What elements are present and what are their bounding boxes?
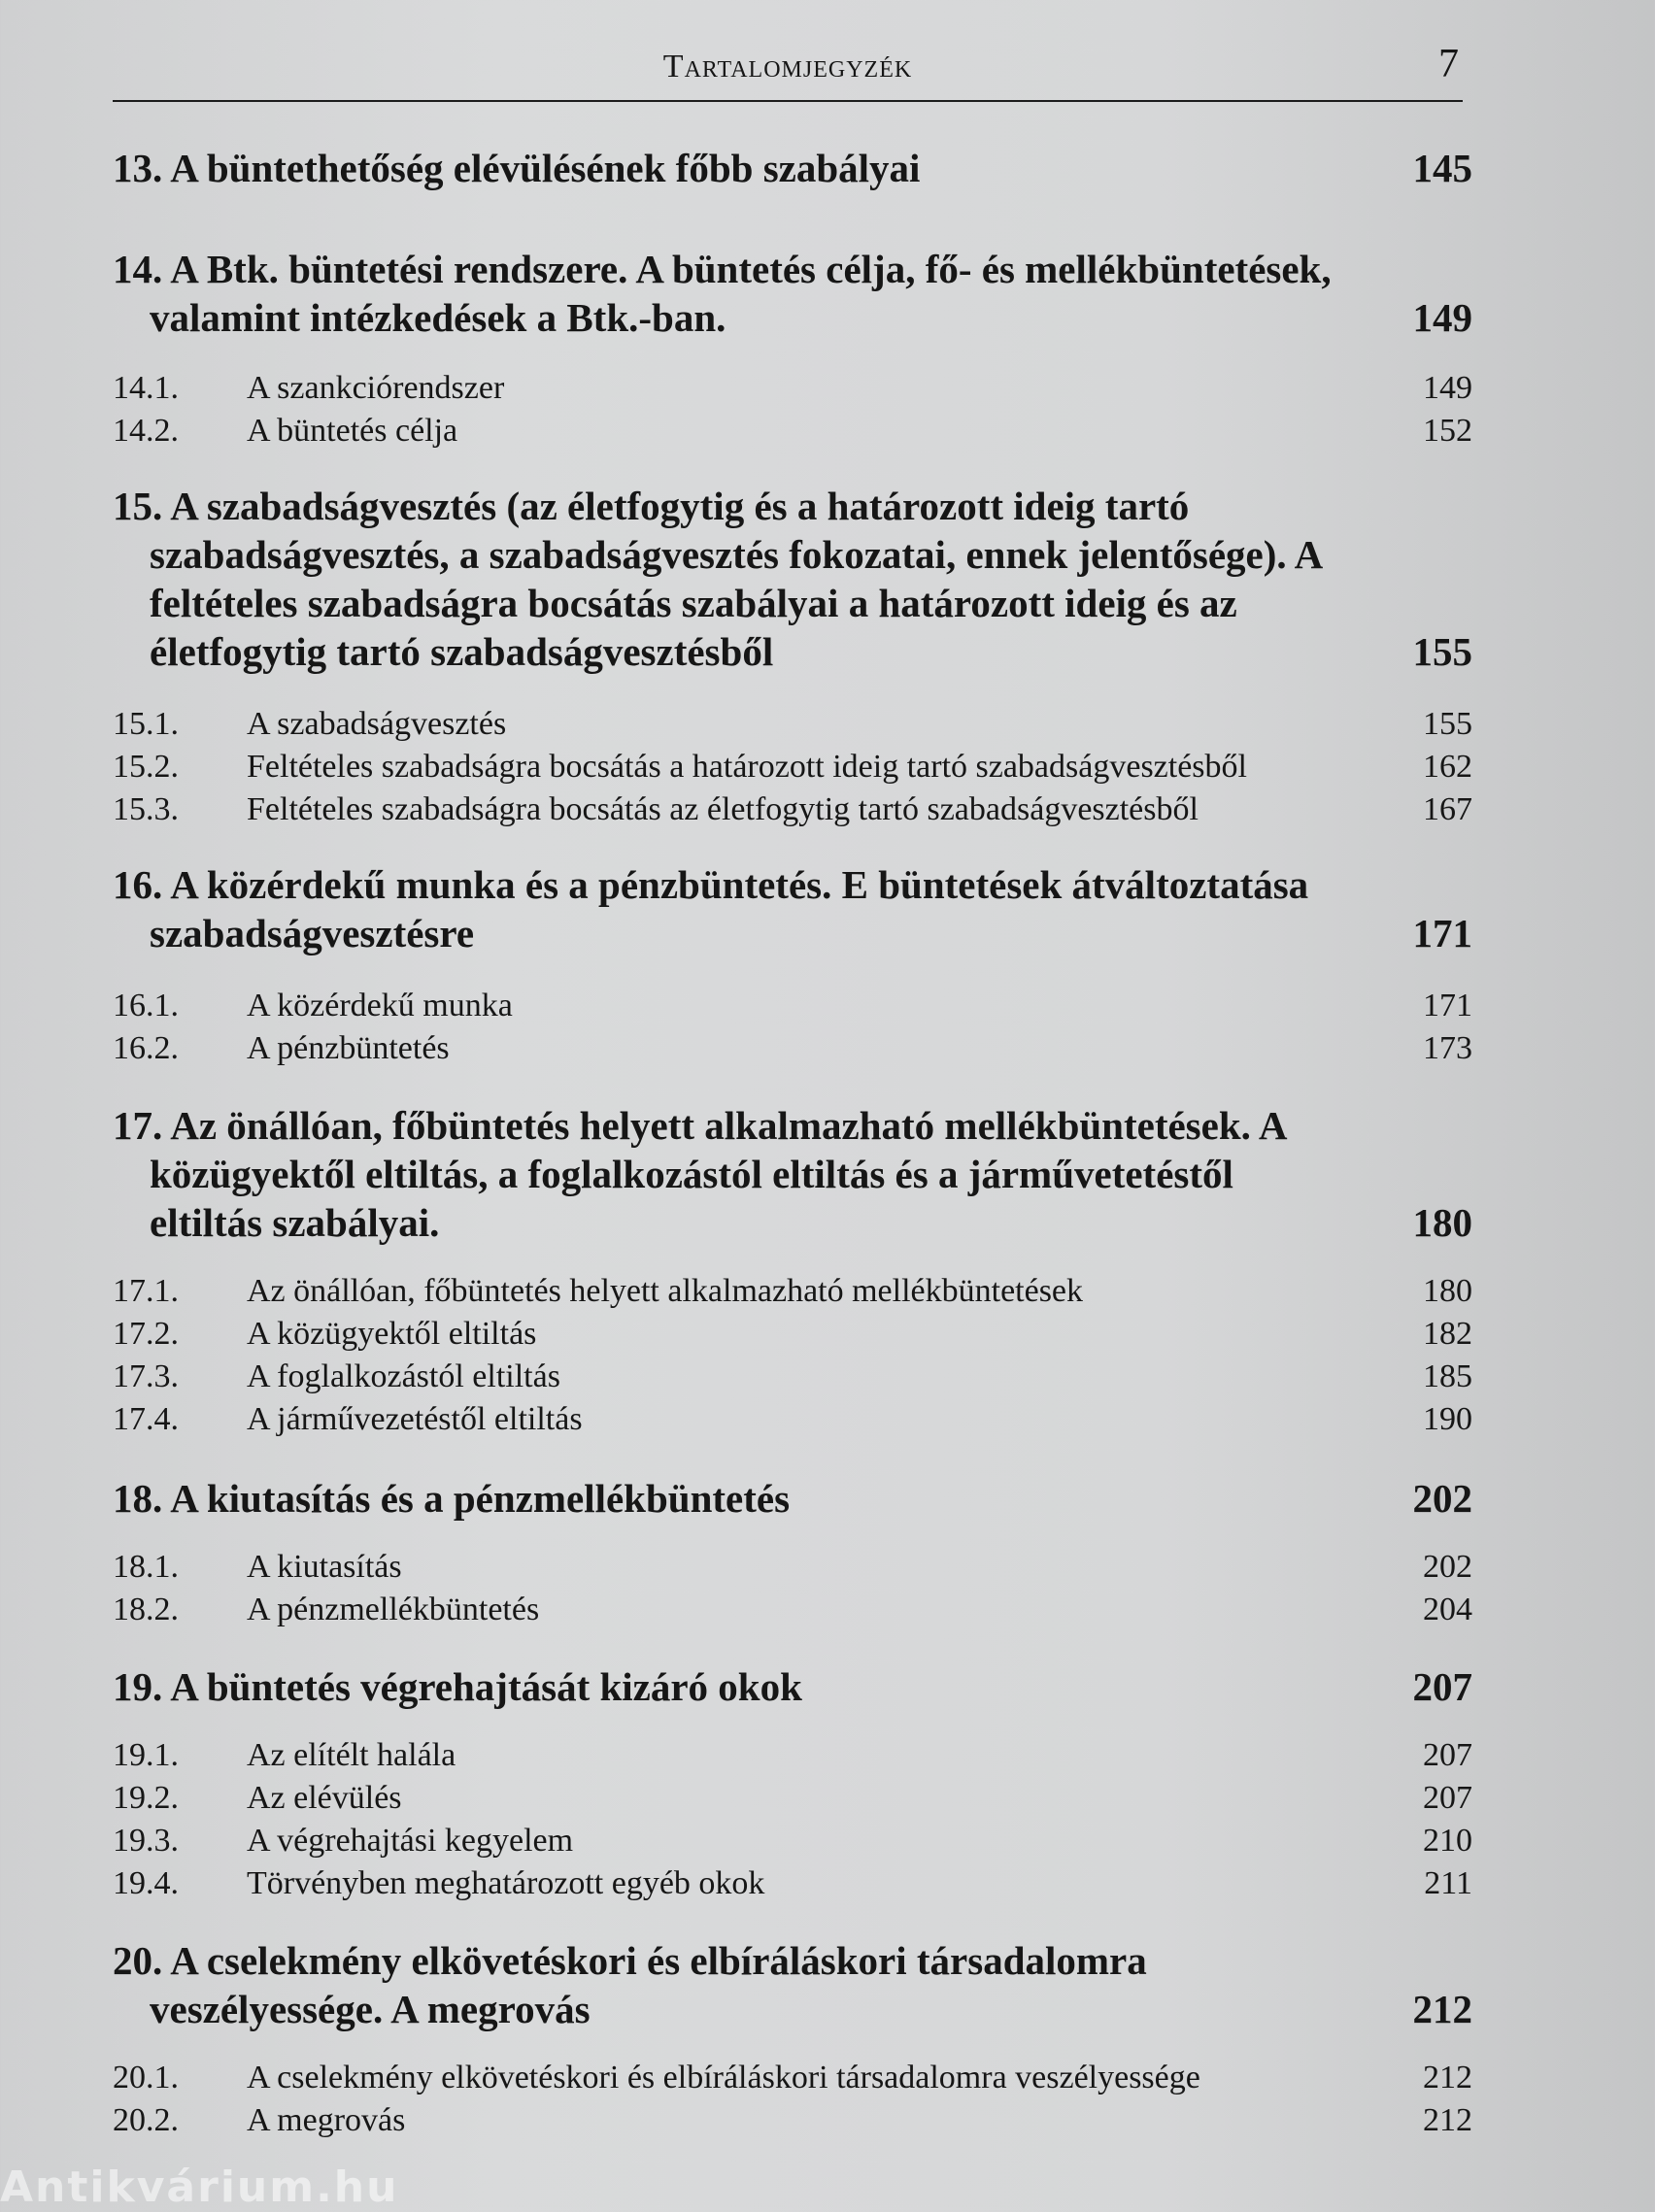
chapter-title: 19. A büntetés végrehajtását kizáró okok (113, 1664, 802, 1709)
section-14-1 (113, 367, 1472, 410)
chapter-13 (113, 144, 1472, 192)
section-title: A cselekmény elkövetéskori és elbíráláskori társadalomra veszélyessége (247, 2060, 1200, 2095)
section-page: 171 (1423, 988, 1472, 1023)
chapter-title: 13. A büntethetőség elévülésének főbb szabályai (113, 146, 921, 190)
section-title: Feltételes szabadságra bocsátás a határozott ideig tartó szabadságvesztésből (247, 749, 1247, 785)
section-number: 18.1. (113, 1549, 179, 1585)
section-20-1 (113, 2057, 1472, 2099)
chapter-page: 202 (1412, 1476, 1472, 1521)
section-page: 149 (1423, 370, 1472, 406)
section-19-2 (113, 1777, 1472, 1820)
section-title: A megrovás (247, 2102, 406, 2138)
section-number: 14.1. (113, 370, 179, 406)
section-18-2 (113, 1589, 1472, 1631)
section-title: A foglalkozástól eltiltás (247, 1358, 560, 1394)
chapter-title: 16. A közérdekű munka és a pénzbüntetés. E büntetések átváltoztatása szabadságvesztésre (113, 862, 1309, 955)
section-15-2 (113, 746, 1472, 788)
running-header (113, 41, 1463, 99)
section-page: 152 (1423, 413, 1472, 449)
section-title: Feltételes szabadságra bocsátás az életfogytig tartó szabadságvesztésből (247, 791, 1199, 827)
chapter-title: 14. A Btk. büntetési rendszere. A büntetés célja, fő- és mellékbüntetések, valamint intézkedések a Btk.-ban. (113, 247, 1332, 340)
section-title: A kiutasítás (247, 1549, 402, 1585)
page-number: 7 (1438, 42, 1459, 86)
chapter-14 (113, 245, 1472, 342)
section-title: A közérdekű munka (247, 988, 513, 1023)
section-17-2 (113, 1313, 1472, 1356)
section-page: 167 (1423, 791, 1472, 827)
section-title: A végrehajtási kegyelem (247, 1823, 574, 1859)
section-number: 20.1. (113, 2060, 179, 2095)
section-14-2 (113, 410, 1472, 452)
section-19-1 (113, 1734, 1472, 1777)
section-page: 207 (1423, 1737, 1472, 1773)
section-page: 155 (1423, 706, 1472, 742)
header-rule (113, 100, 1463, 102)
section-page: 182 (1423, 1316, 1472, 1352)
section-17-4 (113, 1398, 1472, 1441)
section-page: 180 (1423, 1273, 1472, 1309)
section-19-4 (113, 1862, 1472, 1905)
section-number: 20.2. (113, 2102, 179, 2138)
section-15-1 (113, 703, 1472, 746)
section-number: 19.4. (113, 1865, 179, 1901)
section-number: 17.1. (113, 1273, 179, 1309)
section-17-3 (113, 1356, 1472, 1398)
section-number: 17.4. (113, 1401, 179, 1437)
section-number: 17.2. (113, 1316, 179, 1352)
running-header-title: Tartalomjegyzék (662, 49, 913, 84)
section-18-1 (113, 1546, 1472, 1589)
section-title: A közügyektől eltiltás (247, 1316, 537, 1352)
chapter-title: 17. Az önállóan, főbüntetés helyett alkalmazható mellékbüntetések. A közügyektől eltiltás, a foglalkozástól eltiltás és a járművetetéstől eltiltás szabályai. (113, 1103, 1286, 1245)
chapter-16 (113, 860, 1472, 957)
chapter-20 (113, 1936, 1472, 2033)
chapter-page: 207 (1412, 1664, 1472, 1709)
chapter-18 (113, 1474, 1472, 1523)
chapter-title: 15. A szabadságvesztés (az életfogytig és a határozott ideig tartó szabadságvesztés, a szabadságvesztés fokozatai, ennek jelentősége). A feltételes szabadságra bocsátás szabályai a határozott ideig és az életfogytig tartó szabadságvesztésből (113, 484, 1321, 674)
section-number: 15.3. (113, 791, 179, 827)
section-number: 18.2. (113, 1592, 179, 1627)
section-16-1 (113, 985, 1472, 1027)
chapter-page: 212 (1412, 1987, 1472, 2031)
section-title: Törvényben meghatározott egyéb okok (247, 1865, 765, 1901)
section-title: Az elévülés (247, 1780, 402, 1816)
chapter-title: 18. A kiutasítás és a pénzmellékbüntetés (113, 1476, 791, 1521)
section-page: 207 (1423, 1780, 1472, 1816)
watermark: Antikvárium.hu (0, 2162, 399, 2212)
section-page: 190 (1423, 1401, 1472, 1437)
section-16-2 (113, 1027, 1472, 1070)
section-number: 15.2. (113, 749, 179, 785)
section-17-1 (113, 1270, 1472, 1313)
chapter-page: 145 (1412, 146, 1472, 190)
section-number: 14.2. (113, 413, 179, 449)
section-title: A szabadságvesztés (247, 706, 507, 742)
chapter-page: 149 (1412, 295, 1472, 340)
section-page: 185 (1423, 1358, 1472, 1394)
section-title: A járművezetéstől eltiltás (247, 1401, 583, 1437)
chapter-title: 20. A cselekmény elkövetéskori és elbíráláskori társadalomra veszélyessége. A megrovás (113, 1938, 1147, 2031)
section-number: 19.3. (113, 1823, 179, 1859)
section-title: Az önállóan, főbüntetés helyett alkalmazható mellékbüntetések (247, 1273, 1084, 1309)
section-page: 204 (1423, 1592, 1472, 1627)
section-number: 15.1. (113, 706, 179, 742)
section-title: A pénzmellékbüntetés (247, 1592, 540, 1627)
section-number: 16.1. (113, 988, 179, 1023)
chapter-15 (113, 482, 1472, 676)
section-number: 19.2. (113, 1780, 179, 1816)
section-page: 212 (1423, 2102, 1472, 2138)
section-number: 19.1. (113, 1737, 179, 1773)
section-title: A pénzbüntetés (247, 1030, 450, 1066)
chapter-17 (113, 1101, 1472, 1247)
section-page: 211 (1424, 1865, 1472, 1901)
section-title: A büntetés célja (247, 413, 458, 449)
section-title: Az elítélt halála (247, 1737, 456, 1773)
section-title: A szankciórendszer (247, 370, 505, 406)
section-20-2 (113, 2099, 1472, 2142)
chapter-page: 155 (1412, 629, 1472, 674)
chapter-page: 180 (1412, 1200, 1472, 1245)
section-number: 16.2. (113, 1030, 179, 1066)
section-15-3 (113, 788, 1472, 831)
chapter-page: 171 (1412, 911, 1472, 955)
section-page: 162 (1423, 749, 1472, 785)
section-number: 17.3. (113, 1358, 179, 1394)
section-page: 173 (1423, 1030, 1472, 1066)
section-19-3 (113, 1820, 1472, 1862)
section-page: 210 (1423, 1823, 1472, 1859)
section-page: 212 (1423, 2060, 1472, 2095)
chapter-19 (113, 1662, 1472, 1711)
section-page: 202 (1423, 1549, 1472, 1585)
